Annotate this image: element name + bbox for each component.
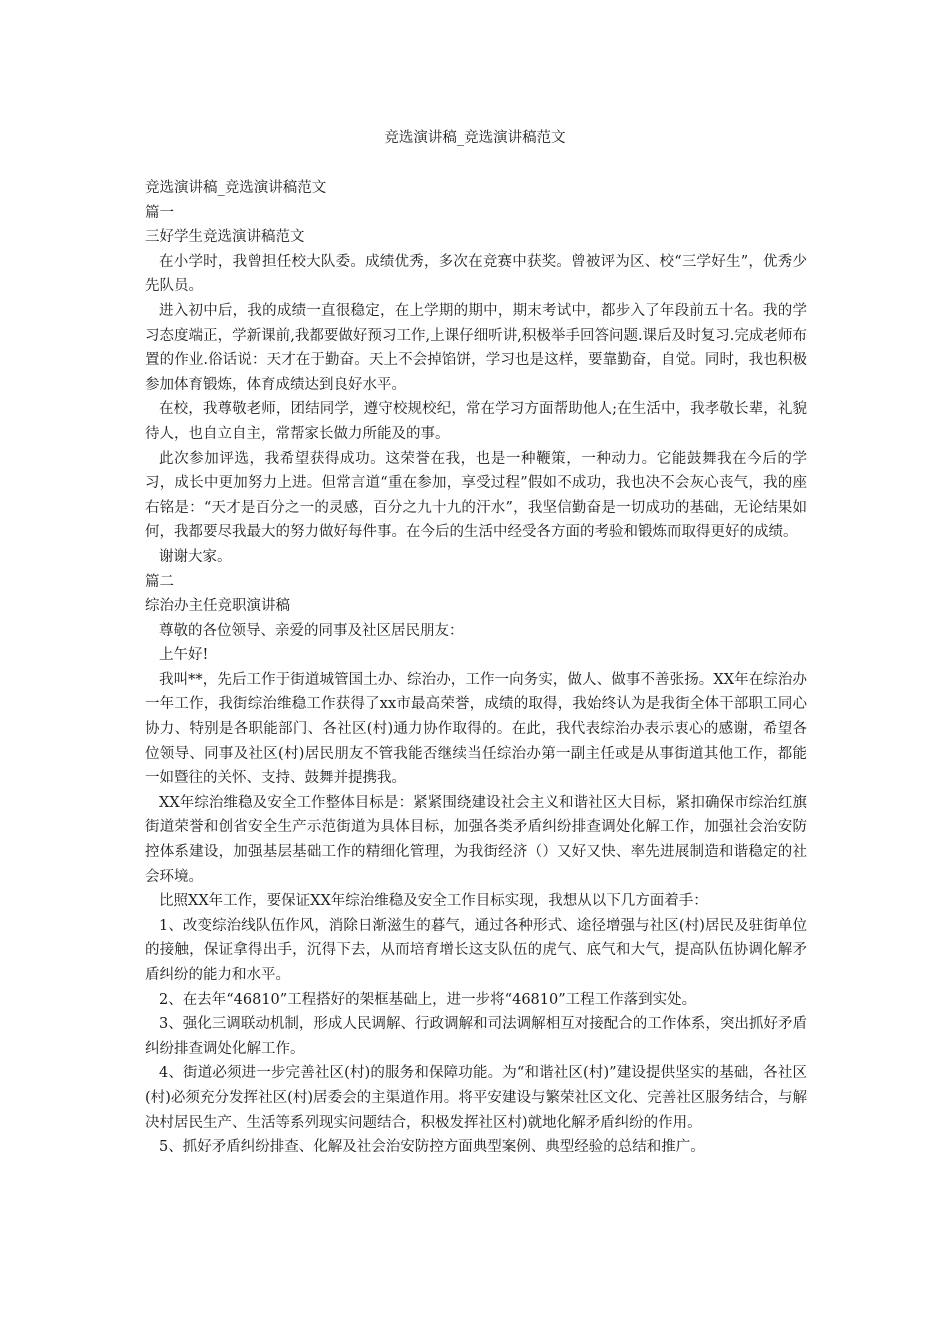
paragraph: 篇二 [145, 573, 174, 590]
paragraph: 在小学时，我曾担任校大队委。成绩优秀，多次在竞赛中获奖。曾被评为区、校“三学好生”，优秀少先队员。 [145, 253, 807, 295]
paragraph: 2、在去年“46810”工程搭好的架框基础上，进一步将“46810”工程工作落到实处。 [159, 991, 697, 1008]
paragraph: 3、强化三调联动机制，形成人民调解、行政调解和司法调解相互对接配合的工作体系，突出抓好矛盾纠纷排查调处化解工作。 [145, 1016, 807, 1057]
paragraph: 在校，我尊敬老师，团结同学，遵守校规校纪，常在学习方面帮助他人;在生活中，我孝敬长辈，礼貌待人，也自立自主，常帮家长做力所能及的事。 [145, 401, 807, 442]
paragraph: 三好学生竞选演讲稿范文 [145, 229, 305, 246]
paragraph: 此次参加评选，我希望获得成功。这荣誉在我，也是一种鞭策，一种动力。它能鼓舞我在今后的学习，成长中更加努力上进。但常言道“重在参加，享受过程”假如不成功，我也决不会灰心丧气，我的座右铭是：“天才是百分之一的灵感，百分之九十九的汗水”，我坚信勤奋是一切成功的基础，无论结果如何，我都要尽我最大的努力做好每件事。在今后的生活中经受各方面的考验和锻炼而取得更好的成绩。 [145, 450, 807, 541]
paragraph: XX年综治维稳及安全工作整体目标是：紧紧围绕建设社会主义和谐社区大目标，紧扣确保市综治红旗街道荣誉和创省安全生产示范街道为具体目标，加强各类矛盾纠纷排查调处化解工作，加强社会治安防控体系建设，加强基层基础工作的精细化管理，为我街经济（）又好又快、率先进展制造和谐稳定的社会环境。 [145, 794, 807, 885]
paragraph: 1、改变综治线队伍作风，消除日渐滋生的暮气，通过各种形式、途径增强与社区(村)居民及驻街单位的接触，保证拿得出手，沉得下去，从而培育增长这支队伍的虎气、底气和大气，提高队伍协调化解矛盾纠纷的能力和水平。 [145, 917, 807, 983]
paragraph: 4、街道必须进一步完善社区(村)的服务和保障功能。为“和谐社区(村)”建设提供坚实的基础，各社区(村)必须充分发挥社区(村)居委会的主渠道作用。将平安建设与繁荣社区文化、完善社区服务结合，与解决村居民生产、生活等系列现实问题结合，积极发挥社区村)就地化解矛盾纠纷的作用。 [145, 1065, 807, 1131]
paragraph: 竞选演讲稿_竞选演讲稿范文 [145, 180, 327, 196]
paragraph: 上午好! [159, 647, 209, 664]
paragraph: 谢谢大家。 [159, 548, 232, 565]
paragraph: 比照XX年工作，要保证XX年综治维稳及安全工作目标实现，我想从以下几方面着手： [159, 893, 708, 910]
document-title: 竞选演讲稿_竞选演讲稿范文 [384, 130, 566, 146]
paragraph: 5、抓好矛盾纠纷排查、化解及社会治安防控方面典型案例、典型经验的总结和推广。 [159, 1139, 705, 1156]
paragraph: 尊敬的各位领导、亲爱的同事及社区居民朋友： [159, 622, 464, 639]
paragraph: 进入初中后，我的成绩一直很稳定，在上学期的期中，期末考试中，都步入了年段前五十名。我的学习态度端正，学新课前,我都要做好预习工作,上课仔细听讲,积极举手回答问题.课后及时复习.完成老师布置的作业.俗话说：天才在于勤奋。天上不会掉馅饼，学习也是这样，要靠勤奋，自觉。同时，我也积极参加体育锻炼，体育成绩达到良好水平。 [145, 302, 807, 393]
paragraph: 综治办主任竞职演讲稿 [145, 598, 290, 615]
paragraph: 我叫**，先后工作于街道城管国土办、综治办，工作一向务实，做人、做事不善张扬。XX年在综治办一年工作，我街综治维稳工作获得了xx市最高荣誉，成绩的取得，我始终认为是我街全体干部职工同心协力、特别是各职能部门、各社区(村)通力协作取得的。在此，我代表综治办表示衷心的感谢，希望各位领导、同事及社区(村)居民朋友不管我能否继续当任综治办第一副主任或是从事街道其他工作，都能一如暨往的关怀、支持、鼓舞并提携我。 [145, 671, 807, 787]
document-body [145, 176, 807, 1160]
paragraph: 篇一 [145, 204, 174, 221]
